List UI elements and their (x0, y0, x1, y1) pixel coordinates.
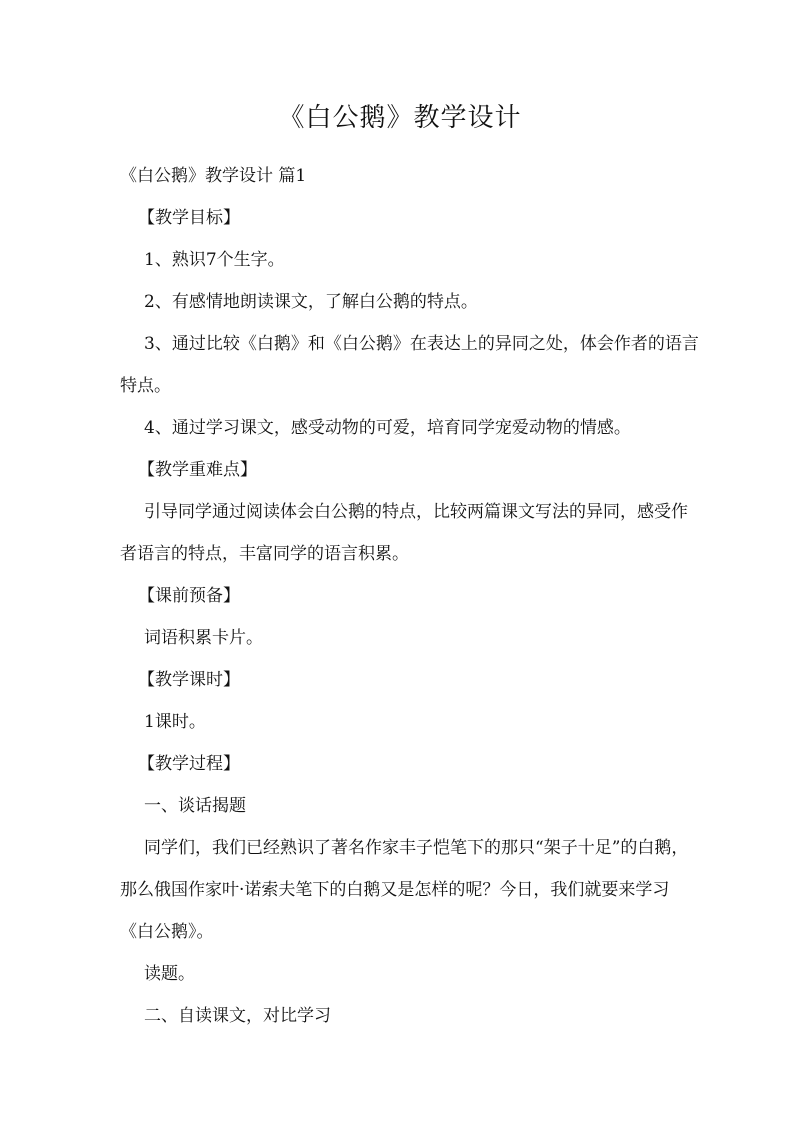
heading-preparation: 【课前预备】 (138, 586, 240, 606)
section-subtitle: 《白公鹅》教学设计 篇1 (120, 166, 307, 186)
document-body (120, 155, 700, 1037)
document-title: 《白公鹅》教学设计 (278, 103, 522, 133)
paragraph-step-1-body: 同学们，我们已经熟识了著名作家丰子恺笔下的那只“架子十足”的白鹅，那么俄国作家叶·诺索夫笔下的白鹅又是怎样的呢？今日，我们就要来学习《白公鹅》。 (120, 838, 689, 942)
heading-teaching-goals: 【教学目标】 (138, 208, 240, 228)
paragraph-goal-3: 3、通过比较《白鹅》和《白公鹅》在表达上的异同之处，体会作者的语言特点。 (120, 334, 699, 396)
paragraph-step-1-title: 一、谈话揭题 (144, 796, 246, 816)
paragraph-preparation: 词语积累卡片。 (144, 628, 263, 648)
paragraph-read-title: 读题。 (144, 964, 195, 984)
paragraph-class-hours: 1课时。 (144, 712, 206, 732)
paragraph-goal-4: 4、通过学习课文，感受动物的可爱，培育同学宠爱动物的情感。 (144, 418, 631, 438)
heading-class-hours: 【教学课时】 (138, 670, 240, 690)
paragraph-key-points: 引导同学通过阅读体会白公鹅的特点，比较两篇课文写法的异同，感受作者语言的特点，丰富同学的语言积累。 (120, 502, 688, 564)
paragraph-step-2-title: 二、自读课文，对比学习 (144, 1006, 331, 1026)
paragraph-goal-1: 1、熟识7个生字。 (144, 250, 285, 270)
paragraph-goal-2: 2、有感情地朗读课文，了解白公鹅的特点。 (144, 292, 478, 312)
heading-teaching-process: 【教学过程】 (138, 754, 240, 774)
heading-key-points: 【教学重难点】 (138, 460, 257, 480)
